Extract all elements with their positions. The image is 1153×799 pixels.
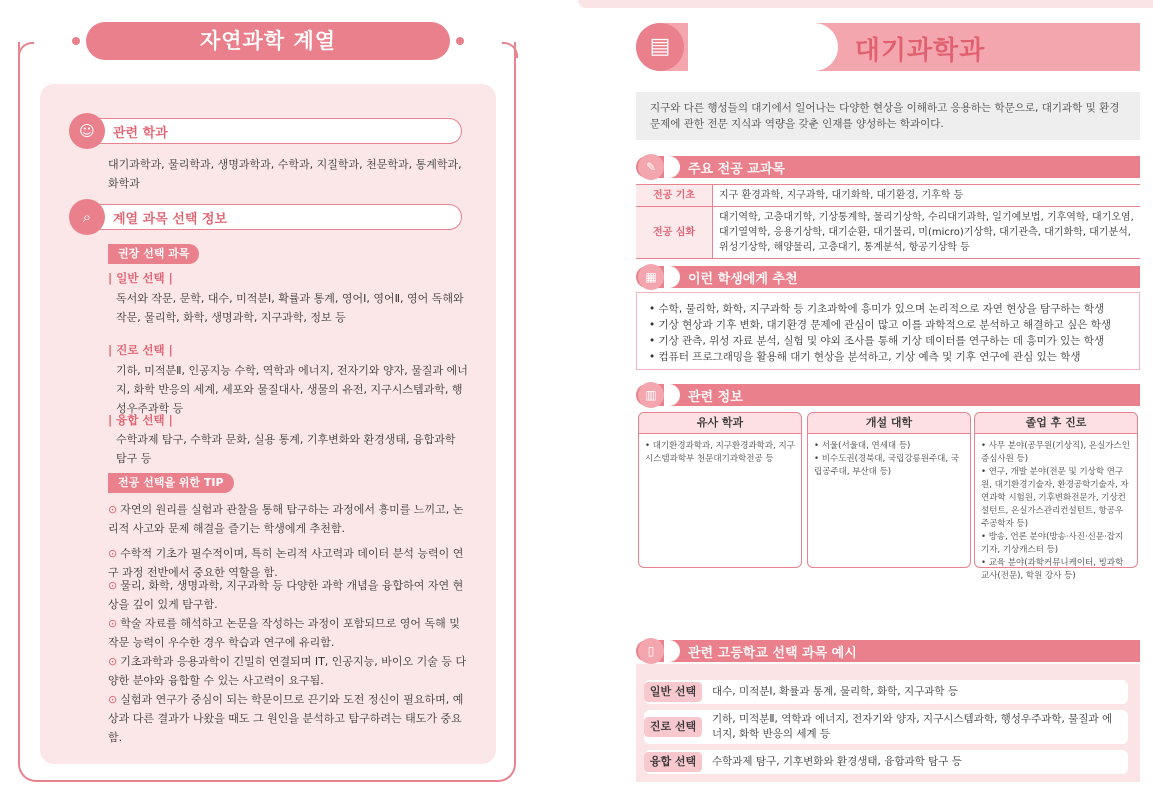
section-heading: 주요 전공 교과목 xyxy=(688,162,785,177)
related-dept-text: 대기과학과, 물리학과, 생명과학과, 수학과, 지질학과, 천문학과, 통계학과, 화학과 xyxy=(108,158,462,190)
row-key: 전공 심화 xyxy=(636,207,713,259)
notebook-icon: ▯ xyxy=(638,638,664,664)
tip-item: ⊙ 수학적 기초가 필수적이며, 특히 논리적 사고력과 데이터 분석 능력이 연구 과정 전반에서 중요한 역할을 함. xyxy=(108,547,464,579)
clipboard-icon: ▤ xyxy=(636,23,684,71)
page-title: 자연과학 계열 xyxy=(86,22,450,60)
list-item: • 방송, 언론 분야(방송·사진·신문·잡지 기자, 기상캐스터 등) xyxy=(981,532,1124,555)
chart-doc-icon: ▥ xyxy=(638,382,664,408)
hs-row xyxy=(644,750,1128,774)
recommend-list xyxy=(636,292,1140,370)
list-item: • 수학, 물리학, 화학, 지구과학 등 기초과학에 흥미가 있으며 논리적으로 자연 현상을 탐구하는 학생 xyxy=(649,303,1105,315)
department-title: 대기과학과 xyxy=(854,36,986,66)
career-label: | 진로 선택 | xyxy=(108,343,173,357)
section-heading: 관련 정보 xyxy=(688,390,743,405)
list-item: • 대기환경과학과, 지구환경과학과, 지구시스템과학부 천문대기과학전공 등 xyxy=(645,441,795,464)
column-header: 유사 학과 xyxy=(639,413,801,434)
row-key: 일반 선택 xyxy=(644,682,702,702)
section-heading: 계열 과목 선택 정보 xyxy=(113,212,228,227)
recommended-label: 권장 선택 과목 xyxy=(108,244,199,264)
notepad-icon: ✎ xyxy=(638,154,664,180)
tip-label: 전공 선택을 위한 TIP xyxy=(108,473,234,493)
tip-item: ⊙ 기초과학과 응용과학이 긴밀히 연결되며 IT, 인공지능, 바이오 기술 등 다양한 분야와 융합할 수 있는 사고력이 요구됨. xyxy=(108,655,467,687)
hs-row xyxy=(644,680,1128,704)
section-heading: 이런 학생에게 추천 xyxy=(688,272,798,287)
handshake-icon: ☺ xyxy=(69,113,105,149)
row-value: 기하, 미적분Ⅱ, 역학과 에너지, 전자기와 양자, 지구시스템과학, 행성우주과학, 물질과 에너지, 화학 반응의 세계 등 xyxy=(712,713,1113,740)
row-key: 융합 선택 xyxy=(644,752,702,772)
row-key: 진로 선택 xyxy=(644,717,702,737)
row-value: 수학과제 탐구, 기후변화와 환경생태, 융합과학 탐구 등 xyxy=(712,755,962,768)
list-item: • 비수도권(경북대, 국립강릉원주대, 국립공주대, 부산대 등) xyxy=(814,454,960,477)
tip-item: ⊙ 실험과 연구가 중심이 되는 학문이므로 끈기와 도전 정신이 필요하며, 예상과 다른 결과가 나왔을 때도 그 원인을 분석하고 탐구하려는 태도가 중요함. xyxy=(108,693,464,744)
column-header: 개설 대학 xyxy=(808,413,970,434)
major-courses-table xyxy=(636,184,1140,259)
title-banner-notch xyxy=(688,23,838,71)
list-item: • 연구, 개발 분야(전문 및 기상학 연구원, 대기환경기술자, 환경공학기술자, 자연과학 시험원, 기후변화전문가, 기상컨설턴트, 온실가스관리컨설턴트, 항공우주공학자 등) xyxy=(981,467,1129,529)
fusion-text: 수학과제 탐구, 수학과 문화, 실용 통계, 기후변화와 환경생태, 융합과학 탐구 등 xyxy=(116,433,456,465)
row-key: 전공 기초 xyxy=(636,185,713,207)
list-item: • 기상 관측, 위성 자료 분석, 실험 및 야외 조사를 통해 기상 데이터를 연구하는 데 흥미가 있는 학생 xyxy=(649,335,1105,347)
tip-item: ⊙ 자연의 원리를 실험과 관찰을 통해 탐구하는 과정에서 흥미를 느끼고, 논리적 사고와 문제 해결을 즐기는 학생에게 추천함. xyxy=(108,503,464,535)
general-text: 독서와 작문, 문학, 대수, 미적분Ⅰ, 확률과 통계, 영어Ⅰ, 영어Ⅱ, 영어 독해와 작문, 물리학, 화학, 생명과학, 지구과학, 정보 등 xyxy=(116,292,464,324)
department-intro: 지구와 다른 행성들의 대기에서 일어나는 다양한 현상을 이해하고 응용하는 학문으로, 대기과학 및 환경 문제에 관한 전문 지식과 역량을 갖춘 인재를 양성하는 학과이다. xyxy=(636,92,1140,140)
list-item: • 사무 분야(공무원(기상직), 온실가스인증심사원 등) xyxy=(981,441,1130,464)
calendar-icon: ▦ xyxy=(638,264,664,290)
list-item: • 컴퓨터 프로그래밍을 활용해 대기 현상을 분석하고, 기상 예측 및 기후 연구에 관심 있는 학생 xyxy=(649,351,1081,363)
info-header xyxy=(636,384,1140,406)
career-text: 기하, 미적분Ⅱ, 인공지능 수학, 역학과 에너지, 전자기와 양자, 물질과 에너지, 화학 반응의 세계, 세포와 물질대사, 생물의 유전, 지구시스템과학, 행성우주과학 등 xyxy=(116,364,468,415)
row-value: 지구 환경과학, 지구과학, 대기화학, 대기환경, 기후학 등 xyxy=(713,185,1141,207)
similar-dept-column xyxy=(638,412,802,568)
selection-info-header xyxy=(76,204,462,230)
search-doc-icon: ⌕ xyxy=(69,199,105,235)
major-courses-header xyxy=(636,156,1140,178)
general-label: | 일반 선택 | xyxy=(108,271,173,285)
row-value: 대기역학, 고층대기학, 기상통계학, 물리기상학, 수리대기과학, 일기예보법, 기후역학, 대기오염, 대기열역학, 응용기상학, 대기순환, 대기물리, 미(micro)기상학, 대기관측, 대기화학, 대기분석, 위성기상학, 해양물리, 고층대기, 통계분석, 항공기상학 등 xyxy=(713,207,1141,259)
list-item: • 교육 분야(과학커뮤니케이터, 빙과학교사(전문), 학원 강사 등) xyxy=(981,558,1124,581)
list-item: • 서울(서울대, 연세대 등) xyxy=(814,441,911,451)
section-heading: 관련 학과 xyxy=(113,126,168,141)
hs-row xyxy=(644,710,1128,744)
related-dept-header xyxy=(76,118,462,144)
table-row xyxy=(636,207,1140,259)
column-header: 졸업 후 진로 xyxy=(975,413,1137,434)
list-item: • 기상 현상과 기후 변화, 대기환경 문제에 관심이 많고 이를 과학적으로 분석하고 해결하고 싶은 학생 xyxy=(649,319,1111,331)
hs-subjects-header xyxy=(636,640,1140,662)
table-row xyxy=(636,185,1140,207)
section-heading: 관련 고등학교 선택 과목 예시 xyxy=(688,646,857,661)
recommend-header xyxy=(636,266,1140,288)
row-value: 대수, 미적분Ⅰ, 확률과 통계, 물리학, 화학, 지구과학 등 xyxy=(712,685,959,698)
top-decoration xyxy=(578,0,1153,8)
career-column xyxy=(974,412,1138,581)
tip-item: ⊙ 물리, 화학, 생명과학, 지구과학 등 다양한 과학 개념을 융합하여 자연 현상을 깊이 있게 탐구함. xyxy=(108,579,464,611)
universities-column xyxy=(807,412,971,568)
tip-item: ⊙ 학술 자료를 해석하고 논문을 작성하는 과정이 포함되므로 영어 독해 및 작문 능력이 우수한 경우 학습과 연구에 유리함. xyxy=(108,617,460,649)
fusion-label: | 융합 선택 | xyxy=(108,413,173,427)
